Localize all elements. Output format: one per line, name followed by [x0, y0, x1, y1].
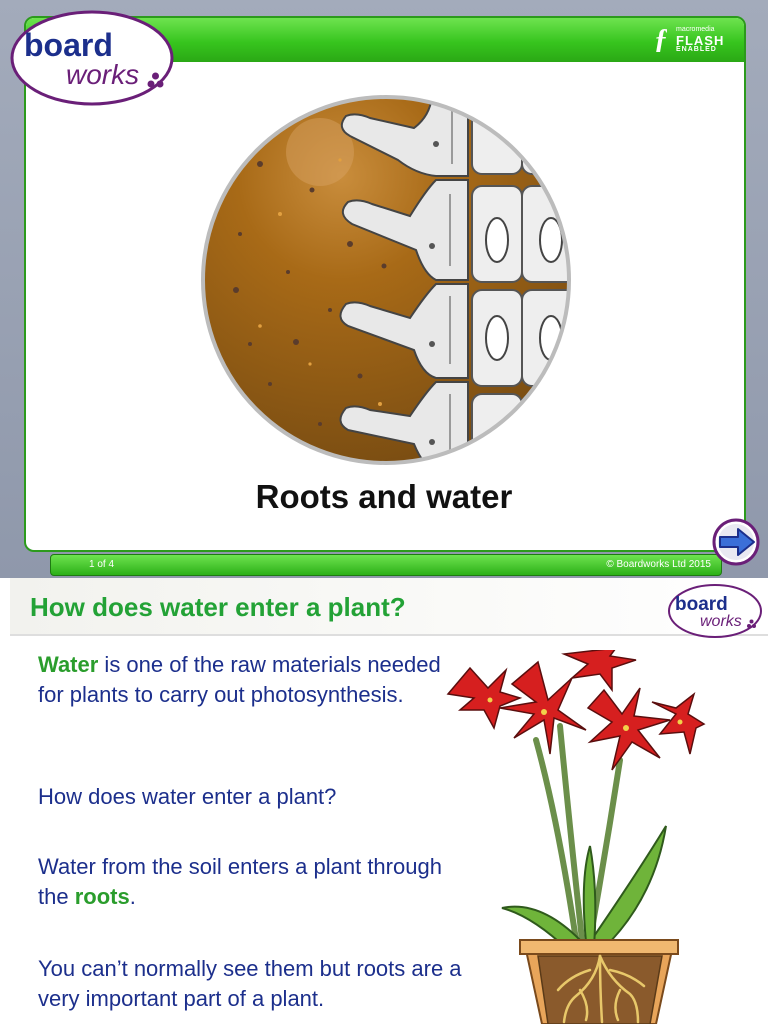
highlight-roots: roots: [74, 884, 130, 909]
slide-2-header: [10, 578, 768, 636]
slide-2: [0, 578, 768, 1024]
page-indicator: 1 of 4: [89, 559, 115, 570]
logo-word-board: board: [24, 27, 113, 63]
highlight-water: Water: [38, 652, 99, 677]
logo-small-word-works: works: [700, 613, 742, 630]
flash-label-1: macromedia: [676, 26, 715, 33]
paragraph-3-end: .: [129, 884, 136, 909]
boardworks-logo-small: [666, 582, 764, 640]
flash-label-3: ENABLED: [676, 46, 717, 53]
slide-1-title: Roots and water: [255, 478, 513, 515]
copyright-text: © Boardworks Ltd 2015: [606, 559, 711, 570]
logo-small-word-board: board: [675, 594, 728, 615]
flash-logo-icon: ƒ macromedia FLASH ENABLED: [654, 24, 725, 55]
root-hair-illustration: [200, 94, 572, 466]
boardworks-logo: [8, 8, 176, 108]
paragraph-soil-roots: [38, 852, 458, 912]
slide-2-title: How does water enter a plant?: [30, 592, 406, 622]
paragraph-3-text: Water from the soil enters a plant through the: [38, 854, 442, 909]
paragraph-water-raw-material: [38, 650, 458, 710]
arrow-right-icon[interactable]: [710, 518, 762, 566]
paragraph-1-text: is one of the raw materials needed for plants to carry out photosynthesis.: [38, 652, 441, 707]
potted-plant-illustration: [440, 650, 710, 1024]
paragraph-question: How does water enter a plant?: [38, 784, 337, 809]
flash-label-2: FLASH: [676, 33, 725, 48]
paragraph-roots-important: You can’t normally see them but roots are a very important part of a plant.: [38, 956, 462, 1011]
logo-word-works: works: [66, 59, 140, 90]
slide-1-footer-bar: [50, 554, 722, 576]
